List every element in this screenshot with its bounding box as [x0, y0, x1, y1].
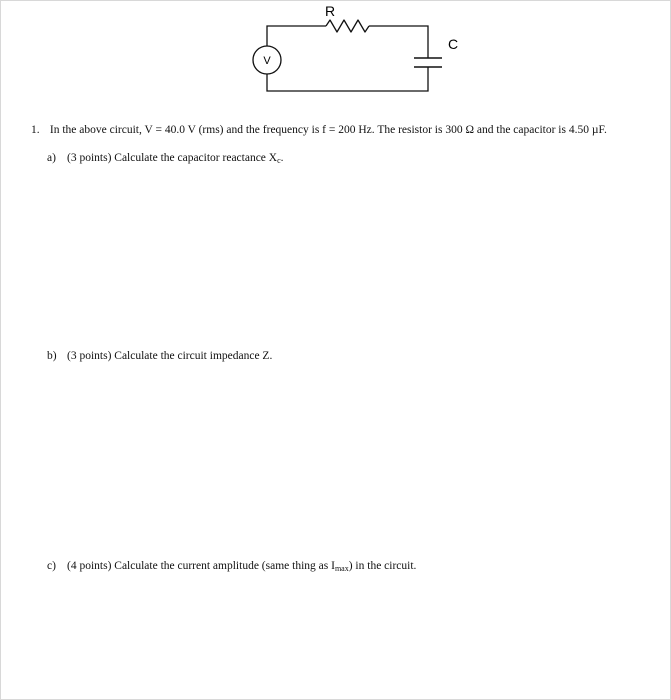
- wire-bottom: [267, 67, 428, 91]
- circuit-diagram: [0, 0, 671, 100]
- part-b-letter: b): [47, 350, 57, 362]
- source-label: V: [263, 55, 271, 67]
- part-b: [47, 349, 272, 363]
- part-c-text: (4 points) Calculate the current amplitude (same thing as I: [67, 560, 335, 572]
- question-1: [31, 123, 607, 137]
- part-a-letter: a): [47, 152, 56, 164]
- wire-top-left: [267, 26, 326, 46]
- part-a-subscript: c: [277, 156, 281, 165]
- part-b-text: (3 points) Calculate the circuit impedance Z.: [67, 350, 273, 362]
- resistor-label: R: [324, 3, 336, 19]
- part-c: [47, 559, 416, 573]
- part-c-letter: c): [47, 560, 56, 572]
- part-a-end: .: [280, 152, 284, 164]
- question-text: In the above circuit, V = 40.0 V (rms) and the frequency is f = 200 Hz. The resistor is 300 Ω and the capacitor is 4.50 µF.: [49, 124, 607, 136]
- wire-top-right: [369, 26, 428, 58]
- resistor-symbol: [326, 20, 369, 32]
- capacitor-label: C: [448, 36, 459, 52]
- question-number: 1.: [31, 124, 40, 136]
- part-c-subscript: max: [334, 564, 349, 573]
- part-a-text: (3 points) Calculate the capacitor reactance X: [67, 152, 278, 164]
- part-c-end: ) in the circuit.: [348, 560, 417, 572]
- part-a: [47, 151, 284, 165]
